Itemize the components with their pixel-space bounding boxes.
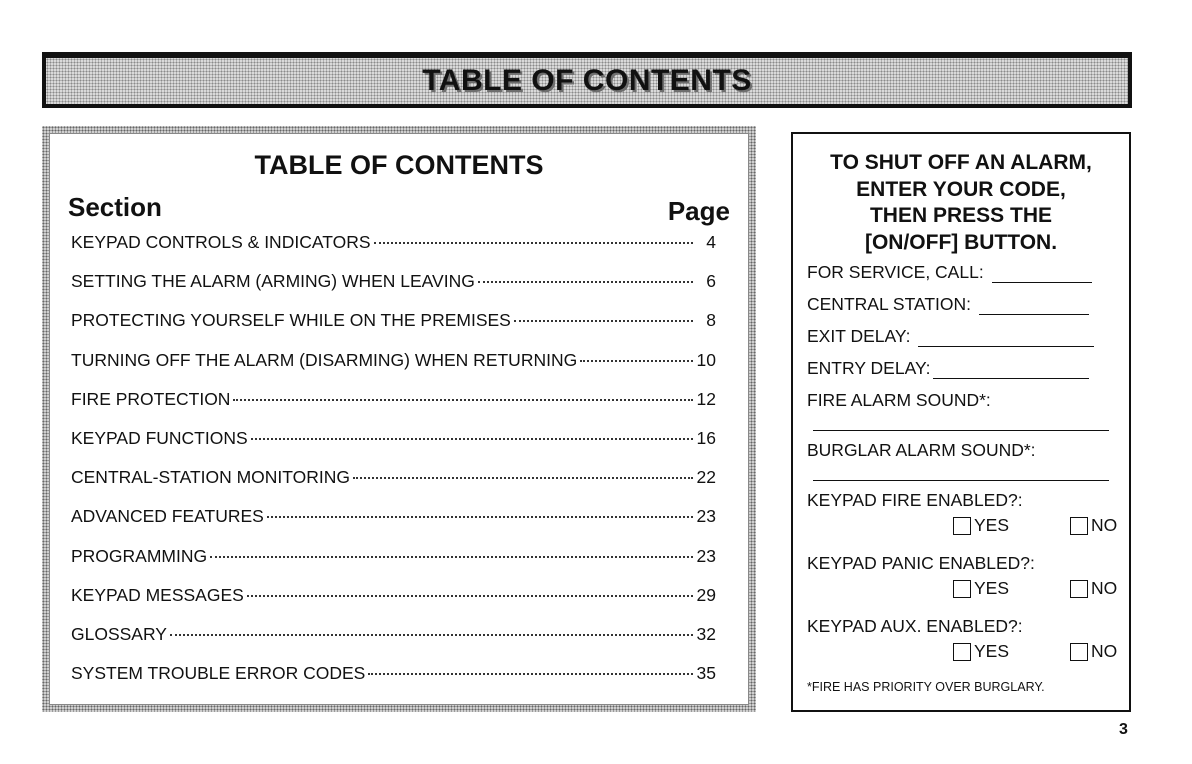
toc-entry-page: 6: [706, 271, 716, 292]
checkbox-icon[interactable]: [1070, 643, 1088, 661]
leader-dots: [353, 477, 693, 479]
banner: [42, 52, 1132, 108]
leader-dots: [514, 320, 693, 322]
leader-dots: [478, 281, 693, 283]
footnote: *FIRE HAS PRIORITY OVER BURGLARY.: [807, 680, 1045, 694]
toc-entry-page: 12: [696, 388, 716, 409]
yes-label: YES: [974, 578, 1010, 598]
yes-label: YES: [974, 515, 1010, 535]
fire-sound-label: FIRE ALARM SOUND*:: [807, 390, 991, 410]
exit-delay-label: EXIT DELAY:: [807, 326, 911, 346]
checkbox-icon[interactable]: [953, 643, 971, 661]
service-field: [807, 262, 1092, 283]
leader-dots: [580, 360, 693, 362]
notice-heading: [793, 150, 1129, 256]
page-header: Page: [667, 196, 730, 226]
entry-delay-blank[interactable]: [933, 360, 1089, 379]
toc-entry-page: 22: [696, 467, 716, 488]
checkbox-icon[interactable]: [1070, 517, 1088, 535]
panic-enabled-field: [807, 553, 1035, 574]
leader-dots: [251, 438, 693, 440]
fire-sound-field: [807, 390, 991, 411]
toc-entry-label: GLOSSARY: [71, 623, 167, 644]
toc-entry[interactable]: [71, 232, 716, 271]
aux-no-option[interactable]: [1070, 641, 1117, 662]
toc-entry-page: 35: [696, 663, 716, 684]
notice-heading-line: ENTER YOUR CODE,: [856, 177, 1066, 201]
panic-yes-option[interactable]: [953, 578, 1009, 599]
no-label: NO: [1091, 578, 1118, 598]
exit-delay-blank[interactable]: [918, 328, 1094, 347]
toc-entry-label: ADVANCED FEATURES: [71, 506, 264, 527]
toc-entry[interactable]: [71, 663, 716, 702]
toc-entry-page: 16: [696, 427, 716, 448]
panic-enabled-label: KEYPAD PANIC ENABLED?:: [807, 553, 1035, 573]
toc-entry[interactable]: [71, 585, 716, 624]
leader-dots: [368, 673, 693, 675]
toc-entry-label: KEYPAD FUNCTIONS: [71, 427, 248, 448]
toc-inner: [49, 133, 749, 705]
notice-heading-line: [ON/OFF] BUTTON.: [864, 230, 1058, 254]
service-label: FOR SERVICE, CALL:: [807, 262, 984, 282]
toc-entry[interactable]: [71, 310, 716, 349]
toc-entry[interactable]: [71, 271, 716, 310]
entry-delay-label: ENTRY DELAY:: [807, 358, 931, 378]
yes-label: YES: [974, 641, 1010, 661]
no-label: NO: [1091, 641, 1118, 661]
toc-entry[interactable]: [71, 389, 716, 428]
entry-delay-field: [807, 358, 1089, 379]
fire-no-option[interactable]: [1070, 515, 1117, 536]
toc-entry-page: 4: [706, 232, 716, 252]
checkbox-icon[interactable]: [1070, 580, 1088, 598]
toc-entry-label: PROTECTING YOURSELF WHILE ON THE PREMISES: [71, 310, 511, 331]
fire-enabled-label: KEYPAD FIRE ENABLED?:: [807, 490, 1023, 510]
toc-panel: [42, 126, 756, 712]
checkbox-icon[interactable]: [953, 517, 971, 535]
central-station-blank[interactable]: [979, 296, 1089, 315]
toc-entry[interactable]: [71, 506, 716, 545]
toc-entry-page: 23: [696, 506, 716, 527]
central-station-label: CENTRAL STATION:: [807, 294, 971, 314]
toc-entry-page: 10: [696, 349, 716, 370]
toc-entry[interactable]: [71, 467, 716, 506]
panic-no-option[interactable]: [1070, 578, 1117, 599]
central-station-field: [807, 294, 1089, 315]
aux-yes-option[interactable]: [953, 641, 1009, 662]
toc-entry[interactable]: [71, 428, 716, 467]
toc-entry-label: PROGRAMMING: [71, 545, 208, 566]
toc-entry[interactable]: [71, 546, 716, 585]
toc-entry-label: FIRE PROTECTION: [71, 388, 231, 409]
burglar-sound-field: [807, 440, 1036, 461]
service-blank[interactable]: [992, 264, 1092, 283]
toc-entry-page: 29: [696, 584, 716, 605]
toc-entries: [71, 232, 716, 702]
toc-entry-label: KEYPAD MESSAGES: [71, 584, 244, 605]
banner-title: TABLE OF CONTENTS: [422, 64, 752, 97]
toc-entry-label: SETTING THE ALARM (ARMING) WHEN LEAVING: [71, 271, 475, 292]
toc-entry-label: TURNING OFF THE ALARM (DISARMING) WHEN RETURNING: [71, 349, 578, 370]
toc-entry-page: 8: [706, 310, 716, 331]
alarm-notice-panel: [791, 132, 1131, 712]
toc-entry[interactable]: [71, 624, 716, 663]
toc-title: TABLE OF CONTENTS: [254, 150, 544, 180]
exit-delay-field: [807, 326, 1094, 347]
checkbox-icon[interactable]: [953, 580, 971, 598]
notice-heading-line: TO SHUT OFF AN ALARM,: [830, 151, 1092, 174]
toc-entry-label: SYSTEM TROUBLE ERROR CODES: [71, 663, 366, 684]
toc-entry-page: 32: [696, 623, 716, 644]
section-header: Section: [68, 192, 162, 222]
page-number: 3: [1119, 721, 1128, 738]
leader-dots: [247, 595, 693, 597]
leader-dots: [170, 634, 693, 636]
toc-entry-label: KEYPAD CONTROLS & INDICATORS: [71, 232, 371, 252]
aux-enabled-field: [807, 616, 1023, 637]
leader-dots: [267, 516, 693, 518]
burglar-sound-label: BURGLAR ALARM SOUND*:: [807, 440, 1036, 460]
no-label: NO: [1091, 515, 1118, 535]
toc-entry-page: 23: [696, 545, 716, 566]
leader-dots: [210, 556, 693, 558]
fire-sound-blank[interactable]: [813, 430, 1109, 431]
leader-dots: [374, 242, 694, 244]
toc-entry[interactable]: [71, 350, 716, 389]
aux-enabled-label: KEYPAD AUX. ENABLED?:: [807, 616, 1023, 636]
burglar-sound-blank[interactable]: [813, 480, 1109, 481]
fire-yes-option[interactable]: [953, 515, 1009, 536]
fire-enabled-field: [807, 490, 1023, 511]
leader-dots: [233, 399, 693, 401]
notice-heading-line: THEN PRESS THE: [869, 204, 1053, 227]
toc-entry-label: CENTRAL-STATION MONITORING: [71, 467, 351, 488]
